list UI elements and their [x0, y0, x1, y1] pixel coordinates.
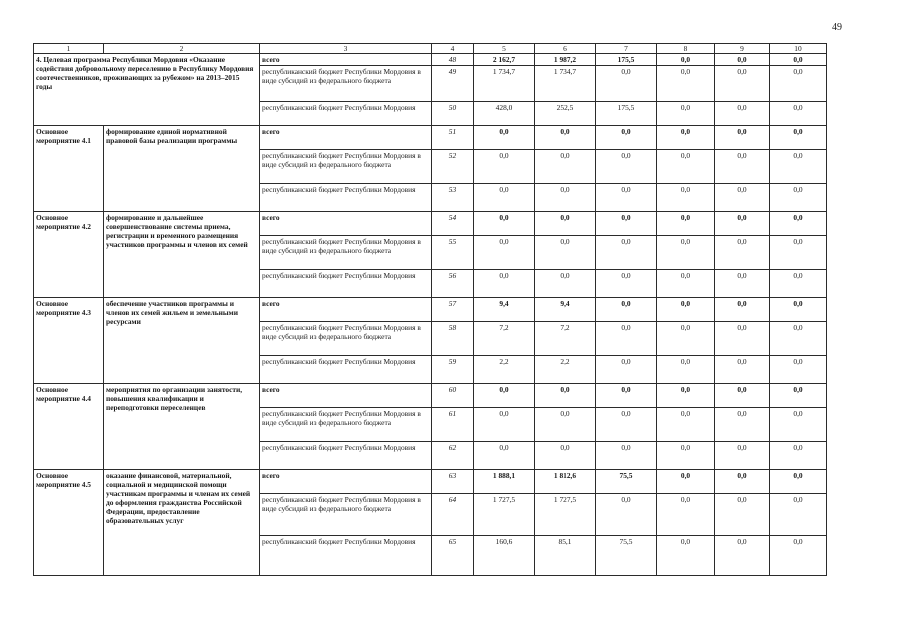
- funding-source: всего: [260, 212, 432, 236]
- table-body: [34, 54, 827, 576]
- amount-cell: 0,0: [596, 270, 657, 298]
- amount-cell: 0,0: [657, 54, 715, 66]
- row-code: 65: [432, 536, 474, 576]
- amount-cell: 0,0: [596, 322, 657, 356]
- column-number: 2: [104, 44, 260, 54]
- amount-cell: 0,0: [596, 494, 657, 536]
- amount-cell: 0,0: [657, 126, 715, 150]
- funding-source: всего: [260, 384, 432, 408]
- amount-cell: 0,0: [770, 102, 827, 126]
- amount-cell: 1 812,6: [535, 470, 596, 494]
- amount-cell: 1 734,7: [535, 66, 596, 102]
- column-number: 4: [432, 44, 474, 54]
- column-number: 8: [657, 44, 715, 54]
- amount-cell: 0,0: [657, 408, 715, 442]
- measure-name: Основное мероприятие 4.1: [34, 126, 104, 212]
- amount-cell: 0,0: [770, 408, 827, 442]
- amount-cell: 0,0: [535, 126, 596, 150]
- amount-cell: 0,0: [657, 536, 715, 576]
- amount-cell: 0,0: [715, 322, 770, 356]
- funding-source: республиканский бюджет Республики Мордовия в виде субсидий из федерального бюджета: [260, 322, 432, 356]
- amount-cell: 0,0: [770, 126, 827, 150]
- amount-cell: 0,0: [596, 384, 657, 408]
- row-code: 55: [432, 236, 474, 270]
- amount-cell: 428,0: [474, 102, 535, 126]
- funding-source: всего: [260, 298, 432, 322]
- amount-cell: 0,0: [770, 470, 827, 494]
- amount-cell: 0,0: [715, 54, 770, 66]
- amount-cell: 175,5: [596, 54, 657, 66]
- total-row: [34, 126, 827, 150]
- amount-cell: 9,4: [535, 298, 596, 322]
- amount-cell: 0,0: [770, 66, 827, 102]
- amount-cell: 0,0: [657, 322, 715, 356]
- amount-cell: 0,0: [535, 150, 596, 184]
- amount-cell: 9,4: [474, 298, 535, 322]
- amount-cell: 0,0: [596, 408, 657, 442]
- amount-cell: 0,0: [770, 384, 827, 408]
- amount-cell: 0,0: [715, 236, 770, 270]
- amount-cell: 0,0: [715, 384, 770, 408]
- row-code: 64: [432, 494, 474, 536]
- total-row: [34, 470, 827, 494]
- amount-cell: 0,0: [535, 212, 596, 236]
- amount-cell: 1 734,7: [474, 66, 535, 102]
- amount-cell: 0,0: [770, 236, 827, 270]
- amount-cell: 0,0: [535, 384, 596, 408]
- column-number: 3: [260, 44, 432, 54]
- total-row: [34, 298, 827, 322]
- amount-cell: 0,0: [657, 356, 715, 384]
- row-code: 53: [432, 184, 474, 212]
- amount-cell: 0,0: [715, 150, 770, 184]
- amount-cell: 0,0: [474, 408, 535, 442]
- amount-cell: 0,0: [657, 270, 715, 298]
- row-code: 50: [432, 102, 474, 126]
- measure-description: мероприятия по организации занятости, повышения квалификации и переподготовки переселенцев: [104, 384, 260, 470]
- amount-cell: 0,0: [657, 494, 715, 536]
- amount-cell: 0,0: [770, 442, 827, 470]
- amount-cell: 0,0: [715, 356, 770, 384]
- amount-cell: 0,0: [715, 102, 770, 126]
- row-code: 56: [432, 270, 474, 298]
- funding-source: республиканский бюджет Республики Мордовия: [260, 442, 432, 470]
- amount-cell: 0,0: [715, 212, 770, 236]
- amount-cell: 0,0: [770, 322, 827, 356]
- amount-cell: 0,0: [596, 150, 657, 184]
- amount-cell: 0,0: [535, 270, 596, 298]
- amount-cell: 0,0: [715, 298, 770, 322]
- amount-cell: 0,0: [596, 442, 657, 470]
- amount-cell: 0,0: [657, 66, 715, 102]
- amount-cell: 0,0: [474, 212, 535, 236]
- amount-cell: 0,0: [770, 212, 827, 236]
- amount-cell: 0,0: [535, 236, 596, 270]
- amount-cell: 0,0: [770, 150, 827, 184]
- measure-description: обеспечение участников программы и членов их семей жильем и земельными ресурсами: [104, 298, 260, 384]
- row-code: 63: [432, 470, 474, 494]
- amount-cell: 0,0: [474, 384, 535, 408]
- amount-cell: 0,0: [657, 384, 715, 408]
- amount-cell: 0,0: [474, 270, 535, 298]
- measure-description: формирование и дальнейшее совершенствование системы приема, регистрации и временного размещения участников программы и членов их семей: [104, 212, 260, 298]
- amount-cell: 0,0: [715, 270, 770, 298]
- row-code: 61: [432, 408, 474, 442]
- column-number: 9: [715, 44, 770, 54]
- amount-cell: 0,0: [657, 212, 715, 236]
- amount-cell: 0,0: [770, 298, 827, 322]
- amount-cell: 1 727,5: [474, 494, 535, 536]
- row-code: 62: [432, 442, 474, 470]
- measure-description: формирование единой нормативной правовой базы реализации программы: [104, 126, 260, 212]
- measure-name: Основное мероприятие 4.4: [34, 384, 104, 470]
- amount-cell: 0,0: [715, 470, 770, 494]
- total-row: [34, 54, 827, 66]
- amount-cell: 1 987,2: [535, 54, 596, 66]
- amount-cell: 75,5: [596, 536, 657, 576]
- funding-source: республиканский бюджет Республики Мордовия в виде субсидий из федерального бюджета: [260, 494, 432, 536]
- measure-name: Основное мероприятие 4.5: [34, 470, 104, 576]
- amount-cell: 0,0: [474, 442, 535, 470]
- amount-cell: 7,2: [474, 322, 535, 356]
- funding-source: республиканский бюджет Республики Мордовия: [260, 356, 432, 384]
- row-code: 57: [432, 298, 474, 322]
- amount-cell: 0,0: [715, 184, 770, 212]
- funding-source: всего: [260, 54, 432, 66]
- amount-cell: 0,0: [715, 126, 770, 150]
- amount-cell: 0,0: [770, 494, 827, 536]
- funding-source: республиканский бюджет Республики Мордовия: [260, 270, 432, 298]
- amount-cell: 0,0: [474, 150, 535, 184]
- amount-cell: 0,0: [715, 408, 770, 442]
- amount-cell: 0,0: [770, 54, 827, 66]
- amount-cell: 0,0: [596, 184, 657, 212]
- amount-cell: 0,0: [770, 356, 827, 384]
- amount-cell: 0,0: [535, 184, 596, 212]
- amount-cell: 2,2: [474, 356, 535, 384]
- funding-source: республиканский бюджет Республики Мордовия: [260, 536, 432, 576]
- amount-cell: 0,0: [657, 236, 715, 270]
- amount-cell: 7,2: [535, 322, 596, 356]
- amount-cell: 0,0: [474, 184, 535, 212]
- amount-cell: 0,0: [657, 298, 715, 322]
- amount-cell: 1 888,1: [474, 470, 535, 494]
- amount-cell: 0,0: [715, 494, 770, 536]
- column-number: 5: [474, 44, 535, 54]
- amount-cell: 0,0: [596, 126, 657, 150]
- amount-cell: 0,0: [657, 150, 715, 184]
- amount-cell: 0,0: [474, 126, 535, 150]
- amount-cell: 0,0: [535, 442, 596, 470]
- amount-cell: 85,1: [535, 536, 596, 576]
- funding-source: республиканский бюджет Республики Мордовия в виде субсидий из федерального бюджета: [260, 408, 432, 442]
- amount-cell: 0,0: [596, 212, 657, 236]
- measure-name: Основное мероприятие 4.2: [34, 212, 104, 298]
- column-number: 7: [596, 44, 657, 54]
- amount-cell: 0,0: [596, 298, 657, 322]
- measure-description: оказание финансовой, материальной, социальной и медицинской помощи участникам программы и членам их семей до оформления гражданства Российской Федерации, предоставление образовательных услуг: [104, 470, 260, 576]
- total-row: [34, 384, 827, 408]
- amount-cell: 0,0: [770, 270, 827, 298]
- amount-cell: 0,0: [770, 536, 827, 576]
- row-code: 51: [432, 126, 474, 150]
- measure-name: Основное мероприятие 4.3: [34, 298, 104, 384]
- column-number: 1: [34, 44, 104, 54]
- amount-cell: 0,0: [657, 470, 715, 494]
- amount-cell: 0,0: [715, 536, 770, 576]
- row-code: 52: [432, 150, 474, 184]
- funding-source: республиканский бюджет Республики Мордовия в виде субсидий из федерального бюджета: [260, 236, 432, 270]
- amount-cell: 2 162,7: [474, 54, 535, 66]
- amount-cell: 0,0: [715, 66, 770, 102]
- row-code: 59: [432, 356, 474, 384]
- amount-cell: 0,0: [715, 442, 770, 470]
- page-number: 49: [832, 22, 842, 33]
- budget-table: [33, 43, 827, 576]
- row-code: 49: [432, 66, 474, 102]
- column-number: 10: [770, 44, 827, 54]
- funding-source: всего: [260, 126, 432, 150]
- row-code: 48: [432, 54, 474, 66]
- column-number-row: [34, 44, 827, 54]
- amount-cell: 0,0: [474, 236, 535, 270]
- amount-cell: 0,0: [657, 102, 715, 126]
- program-title: 4. Целевая программа Республики Мордовия «Оказание содействия добровольному переселению в Республику Мордовия соотечественников, проживающих за рубежом» на 2013–2015 годы: [34, 54, 260, 126]
- amount-cell: 1 727,5: [535, 494, 596, 536]
- amount-cell: 2,2: [535, 356, 596, 384]
- row-code: 54: [432, 212, 474, 236]
- amount-cell: 0,0: [657, 184, 715, 212]
- funding-source: республиканский бюджет Республики Мордовия в виде субсидий из федерального бюджета: [260, 66, 432, 102]
- funding-source: всего: [260, 470, 432, 494]
- row-code: 58: [432, 322, 474, 356]
- amount-cell: 252,5: [535, 102, 596, 126]
- amount-cell: 0,0: [770, 184, 827, 212]
- amount-cell: 0,0: [596, 236, 657, 270]
- amount-cell: 175,5: [596, 102, 657, 126]
- funding-source: республиканский бюджет Республики Мордовия: [260, 184, 432, 212]
- row-code: 60: [432, 384, 474, 408]
- amount-cell: 160,6: [474, 536, 535, 576]
- amount-cell: 75,5: [596, 470, 657, 494]
- column-number: 6: [535, 44, 596, 54]
- amount-cell: 0,0: [535, 408, 596, 442]
- total-row: [34, 212, 827, 236]
- amount-cell: 0,0: [596, 66, 657, 102]
- funding-source: республиканский бюджет Республики Мордовия: [260, 102, 432, 126]
- amount-cell: 0,0: [596, 356, 657, 384]
- funding-source: республиканский бюджет Республики Мордовия в виде субсидий из федерального бюджета: [260, 150, 432, 184]
- amount-cell: 0,0: [657, 442, 715, 470]
